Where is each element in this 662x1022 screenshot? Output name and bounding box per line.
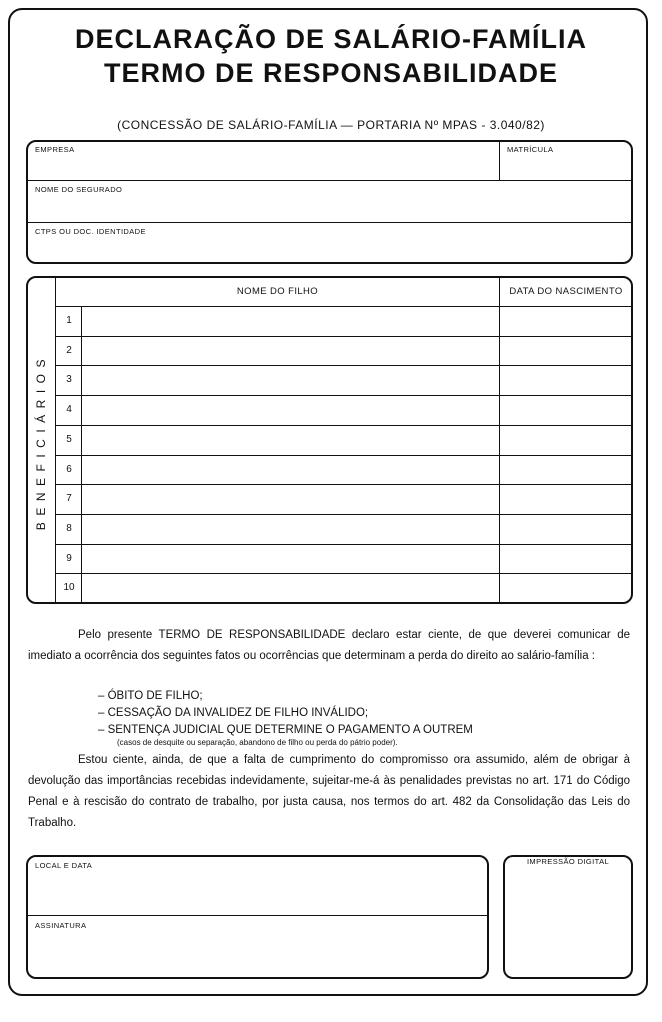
fingerprint-box[interactable]: [503, 855, 633, 979]
child-name-cell[interactable]: [82, 396, 498, 424]
matricula-field[interactable]: MATRÍCULA: [507, 145, 554, 154]
row-number: 4: [66, 404, 72, 416]
empresa-field[interactable]: EMPRESA: [35, 145, 75, 154]
impressao-digital-label: IMPRESSÃO DIGITAL: [526, 857, 610, 866]
child-name-cell[interactable]: [82, 337, 498, 365]
form-title-line2: TERMO DE RESPONSABILIDADE: [103, 58, 559, 88]
divider: [55, 277, 56, 603]
insured-info-box: [26, 140, 633, 264]
row-number: 6: [66, 463, 72, 475]
divider: [499, 141, 500, 181]
form-subtitle: (CONCESSÃO DE SALÁRIO-FAMÍLIA — PORTARIA Nº MPAS - 3.040/82): [117, 118, 545, 132]
form-title: DECLARAÇÃO DE SALÁRIO-FAMÍLIA: [75, 24, 587, 54]
row-number: 1: [66, 315, 72, 326]
row-number: 3: [66, 374, 72, 386]
child-name-cell[interactable]: [82, 456, 498, 484]
col-data-nascimento: DATA DO NASCIMENTO: [509, 286, 623, 297]
item-sentenca: – SENTENÇA JUDICIAL QUE DETERMINE O PAGAMENTO A OUTREM: [98, 724, 473, 736]
birth-date-cell[interactable]: [500, 366, 631, 394]
nome-segurado-field[interactable]: NOME DO SEGURADO: [35, 185, 123, 194]
child-name-cell[interactable]: [82, 426, 498, 454]
divider: [27, 222, 632, 223]
birth-date-cell[interactable]: [500, 307, 631, 335]
child-name-cell[interactable]: [82, 545, 498, 573]
birth-date-cell[interactable]: [500, 337, 631, 365]
birth-date-cell[interactable]: [500, 426, 631, 454]
row-number: 9: [66, 552, 72, 564]
birth-date-cell[interactable]: [500, 485, 631, 513]
item-note: (casos de desquite ou separação, abandono de filho ou perda do pátrio poder).: [117, 738, 398, 747]
child-name-cell[interactable]: [82, 307, 498, 335]
birth-date-cell[interactable]: [500, 545, 631, 573]
declaration-closing: Estou ciente, ainda, de que a falta de cumprimento do compromisso ora assumido, além de obrigar à devolução das importâncias recebidas indevidamente, sujeitar-me-á às penalidades previstas no art. 171 do Código Penal e à rescisão do contrato de trabalho, por justa causa, nos termos do art. 482 da Consolidação das Leis do Trabalho.: [28, 754, 630, 829]
ctps-field[interactable]: CTPS OU DOC. IDENTIDADE: [35, 227, 146, 236]
item-obito: – ÓBITO DE FILHO;: [98, 690, 203, 702]
birth-date-cell[interactable]: [500, 574, 631, 602]
child-name-cell[interactable]: [82, 574, 498, 602]
declaration-intro: Pelo presente TERMO DE RESPONSABILIDADE declaro estar ciente, de que deverei comunicar de imediato a ocorrência dos seguintes fatos ou ocorrências que determinam a perda do direito ao salário-família :: [28, 629, 630, 662]
row-number: 7: [66, 493, 72, 505]
row-number: 5: [66, 433, 72, 445]
divider: [27, 180, 632, 181]
child-name-cell[interactable]: [82, 366, 498, 394]
col-nome-filho: NOME DO FILHO: [236, 286, 319, 297]
child-name-cell[interactable]: [82, 515, 498, 543]
birth-date-cell[interactable]: [500, 396, 631, 424]
birth-date-cell[interactable]: [500, 515, 631, 543]
row-number: 8: [66, 522, 72, 534]
row-number: 10: [63, 582, 75, 594]
local-data-field[interactable]: LOCAL E DATA: [35, 861, 93, 870]
assinatura-field[interactable]: ASSINATURA: [35, 921, 87, 930]
row-number: 2: [66, 344, 72, 356]
divider: [27, 915, 488, 916]
beneficiarios-side-label: BENEFICIÁRIOS: [34, 353, 48, 531]
child-name-cell[interactable]: [82, 485, 498, 513]
signature-box: [26, 855, 489, 979]
birth-date-cell[interactable]: [500, 456, 631, 484]
item-invalidez: – CESSAÇÃO DA INVALIDEZ DE FILHO INVÁLIDO;: [98, 707, 369, 719]
